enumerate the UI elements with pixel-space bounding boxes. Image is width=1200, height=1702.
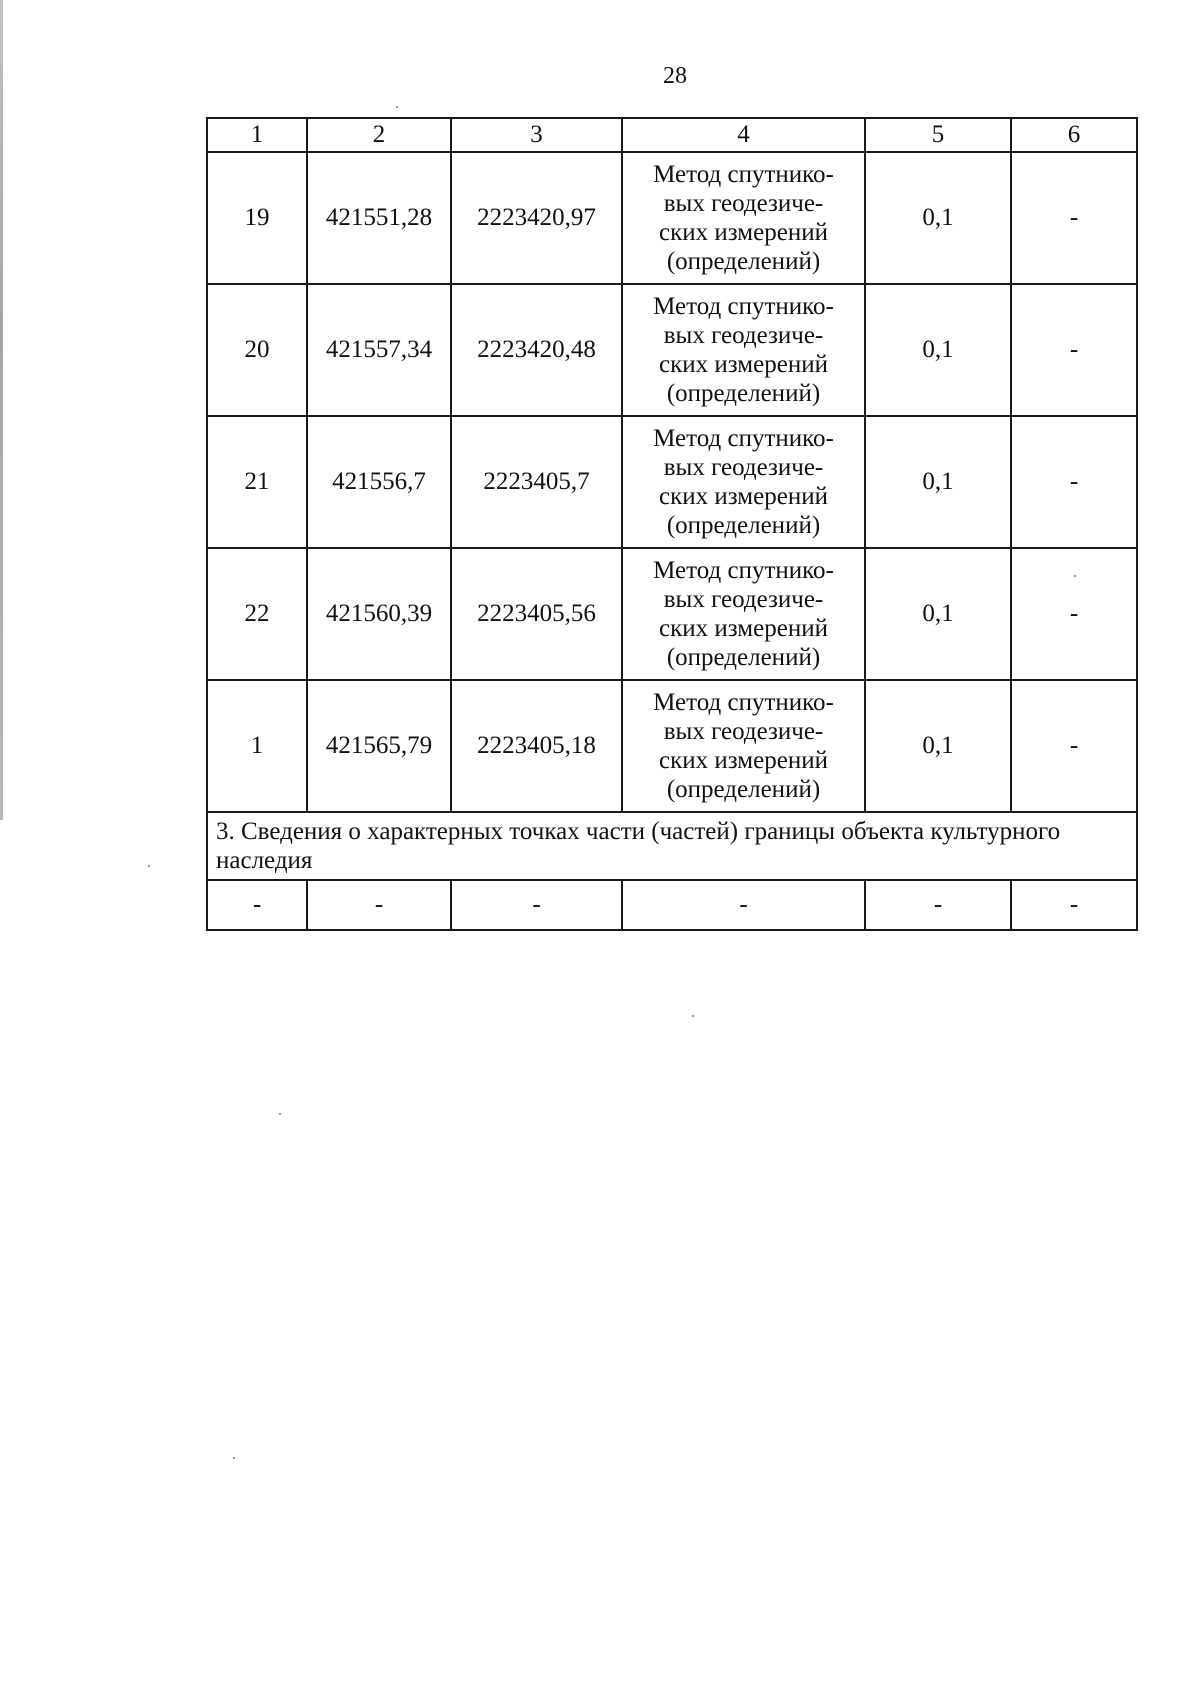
section-heading: 3. Сведения о характерных точках части (частей) границы объекта культурного наследия <box>207 812 1137 880</box>
table-header-row <box>207 118 1137 152</box>
scan-speck <box>396 106 398 108</box>
y-coordinate: 2223405,18 <box>451 680 622 812</box>
point-number: 21 <box>207 416 307 548</box>
method-line: Метод спутнико- <box>653 293 834 320</box>
table-row <box>207 416 1137 548</box>
point-number: 20 <box>207 284 307 416</box>
point-number: 1 <box>207 680 307 812</box>
method-line: (определений) <box>666 380 821 407</box>
empty-cell: - <box>451 880 622 930</box>
column-number-2: 2 <box>307 118 451 152</box>
method-line: Метод спутнико- <box>653 689 834 716</box>
method-cell <box>622 680 865 812</box>
table-row <box>207 284 1137 416</box>
scan-speck <box>1074 575 1076 577</box>
method-line: вых геодезиче- <box>663 586 824 613</box>
method-line: ских измерений <box>659 219 828 246</box>
y-coordinate: 2223420,97 <box>451 152 622 284</box>
column-number-6: 6 <box>1011 118 1137 152</box>
table-row <box>207 548 1137 680</box>
method-line: Метод спутнико- <box>653 425 834 452</box>
section-heading-row <box>207 812 1137 880</box>
x-coordinate: 421557,34 <box>307 284 451 416</box>
method-line: (определений) <box>666 644 821 671</box>
scan-speck <box>692 1015 694 1017</box>
method-line: ских измерений <box>659 351 828 378</box>
method-line: ских измерений <box>659 615 828 642</box>
scan-speck <box>279 1113 281 1115</box>
x-coordinate: 421560,39 <box>307 548 451 680</box>
y-coordinate: 2223420,48 <box>451 284 622 416</box>
method-line: (определений) <box>666 776 821 803</box>
method-cell <box>622 548 865 680</box>
empty-cell: - <box>207 880 307 930</box>
y-coordinate: 2223405,56 <box>451 548 622 680</box>
method-cell <box>622 152 865 284</box>
accuracy-value: 0,1 <box>865 680 1011 812</box>
description-value: - <box>1011 284 1137 416</box>
column-number-1: 1 <box>207 118 307 152</box>
x-coordinate: 421551,28 <box>307 152 451 284</box>
page-number: 28 <box>663 63 687 89</box>
description-value: - <box>1011 416 1137 548</box>
method-line: вых геодезиче- <box>663 454 824 481</box>
empty-cell: - <box>307 880 451 930</box>
column-number-3: 3 <box>451 118 622 152</box>
method-line: ских измерений <box>659 483 828 510</box>
empty-cell: - <box>865 880 1011 930</box>
method-line: Метод спутнико- <box>653 161 834 188</box>
scan-edge-shadow <box>0 0 3 820</box>
accuracy-value: 0,1 <box>865 548 1011 680</box>
point-number: 19 <box>207 152 307 284</box>
method-line: вых геодезиче- <box>663 322 824 349</box>
description-value: - <box>1011 548 1137 680</box>
accuracy-value: 0,1 <box>865 152 1011 284</box>
accuracy-value: 0,1 <box>865 284 1011 416</box>
scan-speck <box>233 1457 235 1459</box>
table-row <box>207 680 1137 812</box>
x-coordinate: 421565,79 <box>307 680 451 812</box>
empty-cell: - <box>1011 880 1137 930</box>
scan-speck <box>148 865 150 867</box>
point-number: 22 <box>207 548 307 680</box>
method-line: вых геодезиче- <box>663 190 824 217</box>
description-value: - <box>1011 680 1137 812</box>
method-line: ских измерений <box>659 747 828 774</box>
method-cell <box>622 416 865 548</box>
method-cell <box>622 284 865 416</box>
accuracy-value: 0,1 <box>865 416 1011 548</box>
column-number-5: 5 <box>865 118 1011 152</box>
column-number-4: 4 <box>622 118 865 152</box>
method-line: (определений) <box>666 248 821 275</box>
coordinates-table <box>206 117 1138 931</box>
x-coordinate: 421556,7 <box>307 416 451 548</box>
empty-table-row <box>207 880 1137 930</box>
empty-cell: - <box>622 880 865 930</box>
description-value: - <box>1011 152 1137 284</box>
method-line: вых геодезиче- <box>663 718 824 745</box>
method-line: Метод спутнико- <box>653 557 834 584</box>
method-line: (определений) <box>666 512 821 539</box>
y-coordinate: 2223405,7 <box>451 416 622 548</box>
table-row <box>207 152 1137 284</box>
